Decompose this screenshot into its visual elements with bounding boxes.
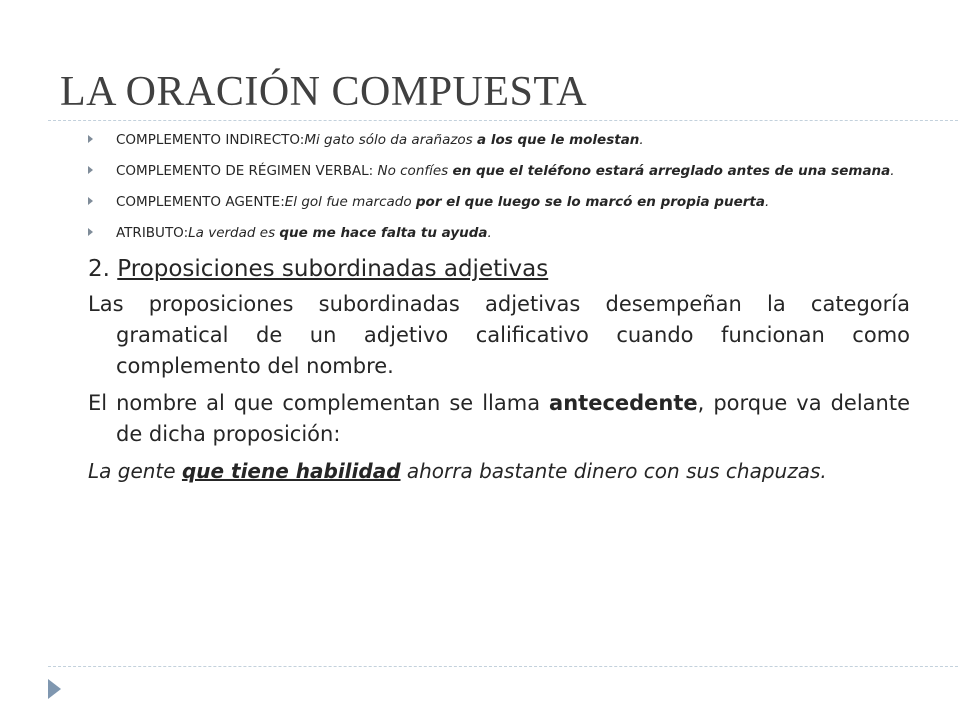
bullet-label: ATRIBUTO: (116, 225, 189, 241)
bullet-highlight: por el que luego se lo marcó en propia puerta (415, 194, 765, 210)
bullet-example: Mi gato sólo da arañazos (304, 132, 478, 148)
bullet-example: La verdad es (188, 225, 280, 241)
bullet-highlight: en que el teléfono estará arreglado antes de una semana (452, 163, 891, 179)
bullet-item-complemento-regimen-verbal (88, 161, 910, 181)
section-number: 2. (88, 256, 118, 282)
example-sentence (88, 456, 910, 487)
slide-title: LA ORACIÓN COMPUESTA (60, 69, 588, 115)
bullet-list (88, 130, 910, 243)
bullet-highlight: que me hace falta tu ayuda (279, 225, 488, 241)
section-heading (88, 254, 910, 284)
example-after: ahorra bastante dinero con sus chapuzas. (400, 459, 827, 483)
triangle-bullet-icon (88, 197, 93, 205)
bullet-end: . (487, 225, 492, 241)
paragraph-before: El nombre al que complementan se llama (88, 391, 550, 415)
example-key-phrase: que tiene habilidad (181, 459, 401, 483)
bullet-end: . (764, 194, 770, 210)
nav-arrow-icon[interactable] (48, 679, 61, 699)
triangle-bullet-icon (88, 228, 93, 236)
paragraph-antecedente (88, 388, 910, 450)
bullet-end: . (890, 163, 895, 179)
paragraph-after: , porque va delante de dicha proposición: (116, 391, 910, 446)
bullet-item-complemento-indirecto (88, 130, 910, 150)
bullet-highlight: a los que le molestan (477, 132, 640, 148)
section-title: Proposiciones subordinadas adjetivas (117, 256, 549, 282)
slide-content (88, 130, 910, 487)
title-divider (48, 120, 960, 121)
footer-divider (48, 666, 960, 667)
bullet-item-complemento-agente (88, 192, 910, 212)
bullet-example: No confíes (377, 163, 453, 179)
bullet-label: COMPLEMENTO DE RÉGIMEN VERBAL: (116, 163, 378, 179)
bullet-label: COMPLEMENTO INDIRECTO: (116, 132, 305, 148)
triangle-bullet-icon (88, 166, 93, 174)
paragraph-definition: Las proposiciones subordinadas adjetivas desempeñan la categoría gramatical de un adjetivo calificativo cuando funcionan como complemento del nombre. (88, 292, 910, 378)
antecedente-term: antecedente (549, 391, 698, 415)
bullet-example: El gol fue marcado (284, 194, 416, 210)
bullet-label: COMPLEMENTO AGENTE: (116, 194, 285, 210)
bullet-item-atributo (88, 223, 910, 243)
triangle-bullet-icon (88, 135, 93, 143)
example-before: La gente (88, 459, 182, 483)
bullet-end: . (639, 132, 644, 148)
